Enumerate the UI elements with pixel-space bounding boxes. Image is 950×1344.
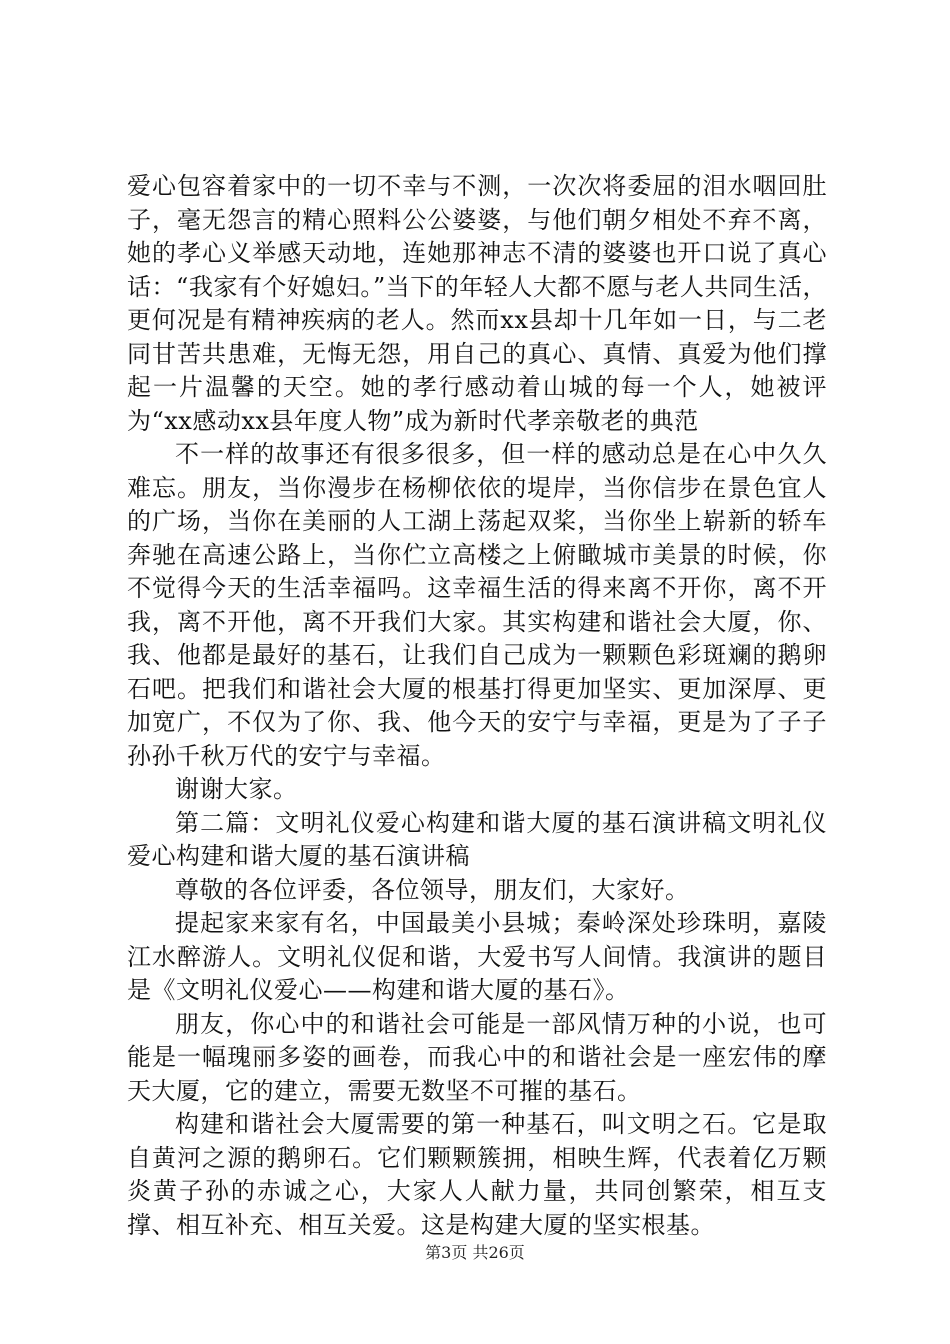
paragraph-2: 不一样的故事还有很多很多，但一样的感动总是在心中久久难忘。朋友，当你漫步在杨柳依依的堤岸，当你信步在景色宜人的广场，当你在美丽的人工湖上荡起双桨，当你坐上崭新的轿车奔驰在高速公路上，当你伫立高楼之上俯瞰城市美景的时候，你不觉得今天的生活幸福吗。这幸福生活的得来离不开你，离不开我，离不开他，离不开我们大家。其实构建和谐社会大厦，你、我、他都是最好的基石，让我们自己成为一颗颗色彩斑斓的鹅卵石吧。把我们和谐社会大厦的根基打得更加坚实、更加深厚、更加宽广，不仅为了你、我、他今天的安宁与幸福，更是为了子子孙孙千秋万代的安宁与幸福。 — [127, 440, 827, 770]
paragraph-greeting: 尊敬的各位评委，各位领导，朋友们，大家好。 — [175, 875, 690, 904]
paragraph-6: 提起家来家有名，中国最美小县城；秦岭深处珍珠明，嘉陵江水醉游人。文明礼仪促和谐，大爱书写人间情。我演讲的题目是《文明礼仪爱心——构建和谐大厦的基石》。 — [127, 909, 827, 1004]
paragraph-8: 构建和谐社会大厦需要的第一种基石，叫文明之石。它是取自黄河之源的鹅卵石。它们颗颗簇拥，相映生辉，代表着亿万颗炎黄子孙的赤诚之心，大家人人献力量，共同创繁荣，相互支撑、相互补充、相互关爱。这是构建大厦的坚实根基。 — [127, 1110, 827, 1239]
section-heading: 第二篇：文明礼仪爱心构建和谐大厦的基石演讲稿文明礼仪爱心构建和谐大厦的基石演讲稿 — [127, 808, 827, 870]
document-body — [127, 170, 827, 1242]
page-footer: 第3页 共26页 — [425, 1243, 525, 1262]
paragraph-3: 谢谢大家。 — [175, 775, 298, 803]
paragraph-1: 爱心包容着家中的一切不幸与不测，一次次将委屈的泪水咽回肚子，毫无怨言的精心照料公公婆婆，与他们朝夕相处不弃不离，她的孝心义举感天动地，连她那神志不清的婆婆也开口说了真心话：“我家有个好媳妇。”当下的年轻人大都不愿与老人共同生活，更何况是有精神疾病的老人。然而xx县却十几年如一日，与二老同甘苦共患难，无悔无怨，用自己的真心、真情、真爱为他们撑起一片温馨的天空。她的孝行感动着山城的每一个人，她被评为“xx感动xx县年度人物”成为新时代孝亲敬老的典范 — [127, 172, 827, 435]
paragraph-7: 朋友，你心中的和谐社会可能是一部风情万种的小说，也可能是一幅瑰丽多姿的画卷，而我心中的和谐社会是一座宏伟的摩天大厦，它的建立，需要无数坚不可摧的基石。 — [127, 1009, 827, 1105]
